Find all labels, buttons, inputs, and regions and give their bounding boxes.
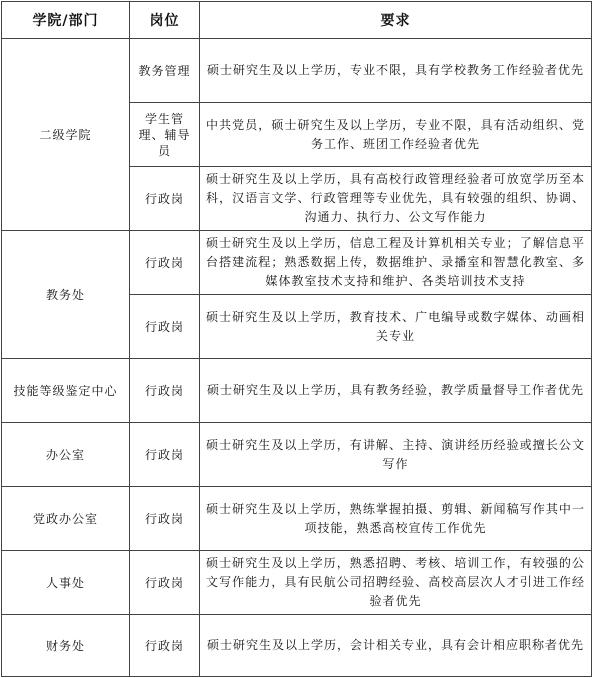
- post-cell: 行政岗: [130, 231, 200, 295]
- requirement-cell: 硕士研究生及以上学历，会计相关专业，具有会计相应职称者优先: [200, 615, 592, 677]
- dept-cell: 教务处: [2, 231, 130, 359]
- requirement-cell: 硕士研究生及以上学历，专业不限，具有学校教务工作经验者优先: [200, 39, 592, 103]
- table-row: [2, 487, 592, 551]
- table-row: [2, 551, 592, 615]
- requirement-cell: 中共党员，硕士研究生及以上学历，专业不限，具有活动组织、党务工作、班团工作经验者优先: [200, 103, 592, 167]
- requirement-cell: 硕士研究生及以上学历，熟悉招聘、考核、培训工作，有较强的公文写作能力，具有民航公司招聘经验、高校高层次人才引进工作经验者优先: [200, 551, 592, 615]
- requirement-cell: 硕士研究生及以上学历，有讲解、主持、演讲经历经验或擅长公文写作: [200, 423, 592, 487]
- post-cell: 行政岗: [130, 551, 200, 615]
- requirement-cell: 硕士研究生及以上学历，教育技术、广电编导或数字媒体、动画相关专业: [200, 295, 592, 359]
- table-row: [2, 423, 592, 487]
- dept-cell: 办公室: [2, 423, 130, 487]
- post-cell: 行政岗: [130, 295, 200, 359]
- post-cell: 行政岗: [130, 487, 200, 551]
- table-row: [2, 359, 592, 423]
- dept-cell: 党政办公室: [2, 487, 130, 551]
- dept-cell: 人事处: [2, 551, 130, 615]
- post-cell: 教务管理: [130, 39, 200, 103]
- post-cell: 行政岗: [130, 359, 200, 423]
- post-cell: 学生管理、辅导员: [130, 103, 200, 167]
- requirement-cell: 硕士研究生及以上学历，信息工程及计算机相关专业；了解信息平台搭建流程；熟悉数据上传，数据维护、录播室和智慧化教室、多媒体教室技术支持和维护、各类培训技术支持: [200, 231, 592, 295]
- post-cell: 行政岗: [130, 167, 200, 231]
- requirement-cell: 硕士研究生及以上学历，熟练掌握拍摄、剪辑、新闻稿写作其中一项技能，熟悉高校宣传工作优先: [200, 487, 592, 551]
- dept-cell: 二级学院: [2, 39, 130, 231]
- table-row: [2, 615, 592, 677]
- recruitment-table: [1, 1, 592, 677]
- requirement-cell: 硕士研究生及以上学历，具有高校行政管理经验者可放宽学历至本科，汉语言文学、行政管理等专业优先，具有较强的组织、协调、沟通力、执行力、公文写作能力: [200, 167, 592, 231]
- header-row: [2, 2, 592, 39]
- header-dept: 学院/部门: [2, 2, 130, 39]
- post-cell: 行政岗: [130, 423, 200, 487]
- post-cell: 行政岗: [130, 615, 200, 677]
- header-req: 要求: [200, 2, 592, 39]
- dept-cell: 技能等级鉴定中心: [2, 359, 130, 423]
- requirement-cell: 硕士研究生及以上学历，具有教务经验，教学质量督导工作者优先: [200, 359, 592, 423]
- table-row: [2, 231, 592, 295]
- header-post: 岗位: [130, 2, 200, 39]
- table-row: [2, 39, 592, 103]
- dept-cell: 财务处: [2, 615, 130, 677]
